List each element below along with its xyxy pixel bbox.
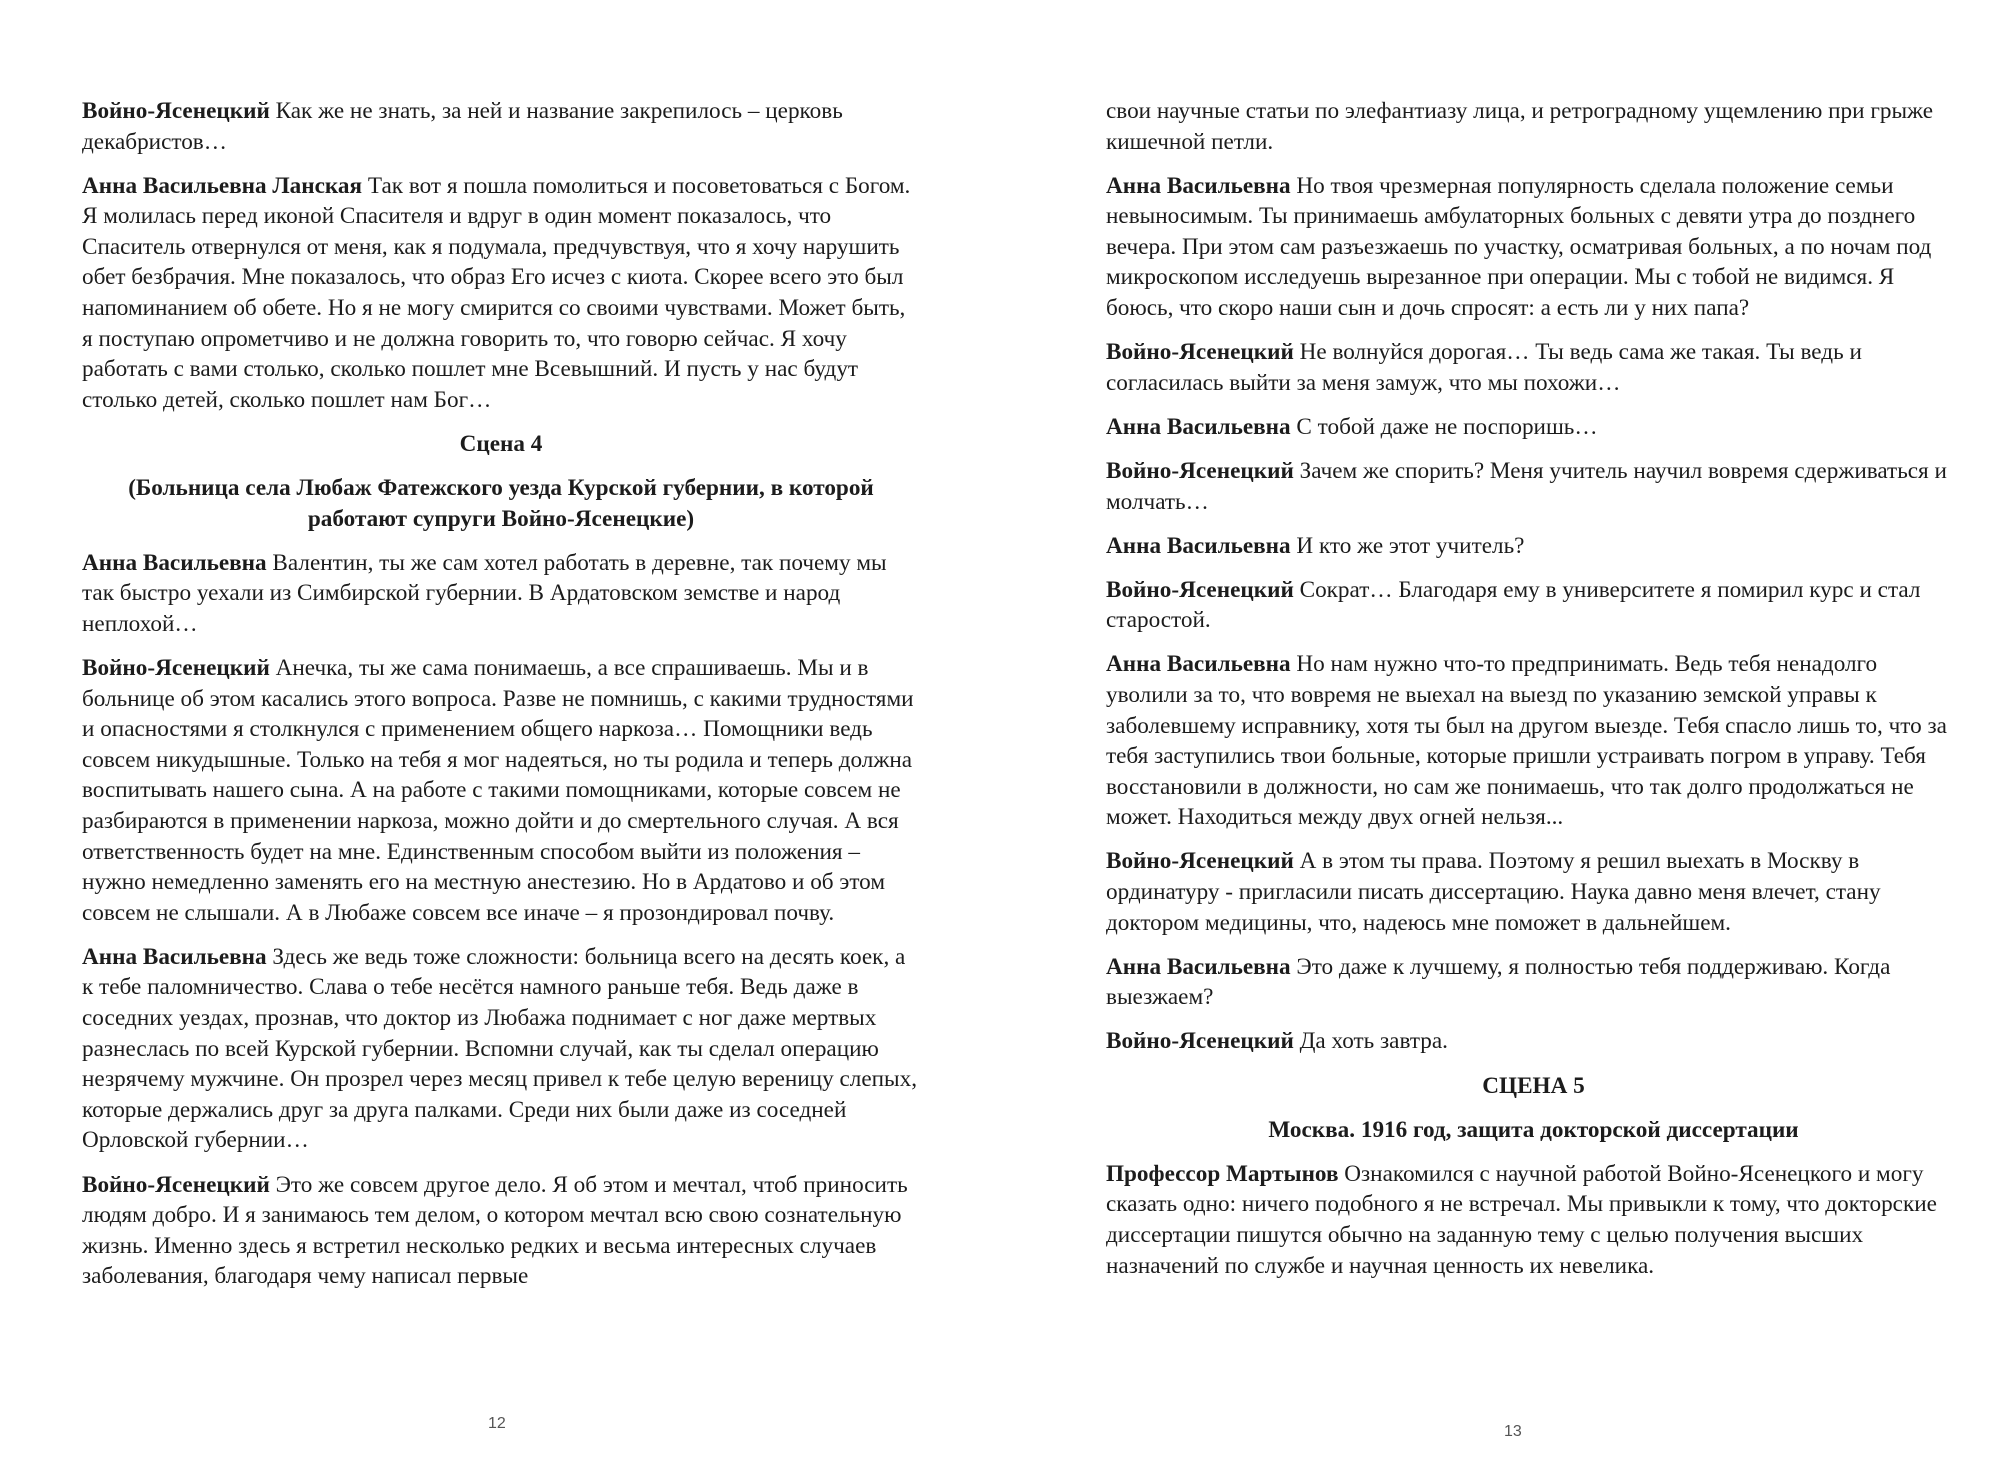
dialogue-block bbox=[1106, 531, 1961, 562]
continued-text: свои научные статьи по элефантиазу лица, и ретроградному ущемлению при грыже кишечной петли. bbox=[1106, 98, 1934, 155]
dialogue-block bbox=[1106, 171, 1961, 324]
dialogue-block bbox=[1106, 846, 1961, 938]
scene-description: (Больница села Любаж Фатежского уезда Курской губернии, в которой работают супруги Войно-Ясенецкие) bbox=[128, 475, 874, 532]
speaker-name: Войно-Ясенецкий bbox=[1106, 339, 1294, 366]
speaker-name: Войно-Ясенецкий bbox=[1106, 457, 1294, 484]
dialogue-text: Так вот я пошла помолиться и посоветоваться с Богом. Я молилась перед иконой Спасителя и вдруг в один момент показалось, что Спаситель отвернулся от меня, как я подумала, предчувствуя, что я хочу нарушить обет безбрачия. Мне показалось, что образ Его исчез с киота. Скорее всего это был напоминанием об обете. Но я не могу смирится со своими чувствами. Может быть, я поступаю опрометчиво и не должна говорить то, что говорю сейчас. Я хочу работать с вами столько, сколько пошлет мне Всевышний. И пусть у нас будут столько детей, сколько пошлет нам Бог… bbox=[82, 172, 911, 413]
page-number: 12 bbox=[488, 1415, 506, 1432]
dialogue-text: Ознакомился с научной работой Войно-Ясенецкого и могу сказать одно: ничего подобного я не встречал. Мы привыкли к тому, что докторские диссертации пишутся обычно на заданную тему с целью получения высших назначений по службе и научная ценность их невелика. bbox=[1106, 1160, 1937, 1279]
speaker-name: Войно-Ясенецкий bbox=[82, 655, 270, 681]
dialogue-block bbox=[1106, 1026, 1961, 1057]
dialogue-text: Это же совсем другое дело. Я об этом и мечтал, чтоб приносить людям добро. И я занимаюсь тем делом, о котором мечтал всю свою сознательную жизнь. Именно здесь я встретил несколько редких и весьма интересных случаев заболевания, благодаря чему написал первые bbox=[82, 1171, 908, 1290]
right-page bbox=[1000, 0, 2000, 1457]
speaker-name: Анна Васильевна bbox=[82, 943, 267, 970]
dialogue-text: И кто же этот учитель? bbox=[1296, 532, 1525, 559]
dialogue-block bbox=[1106, 412, 1961, 443]
dialogue-text: Это даже к лучшему, я полностью тебя поддерживаю. Когда выезжаем? bbox=[1106, 953, 1891, 1011]
dialogue-block bbox=[82, 653, 920, 928]
scene-heading: Сцена 4 bbox=[459, 430, 543, 457]
speaker-name: Анна Васильевна bbox=[1106, 172, 1291, 199]
dialogue-block bbox=[82, 96, 920, 157]
speaker-name: Анна Васильевна bbox=[1106, 953, 1291, 980]
dialogue-text: Но твоя чрезмерная популярность сделала положение семьи невыносимым. Ты принимаешь амбулаторных больных с девяти утра до позднего вечера. При этом сам разъезжаешь по участку, осматривая больных, а по ночам под микроскопом исследуешь вырезанное при операции. Мы с тобой не видимся. Я боюсь, что скоро наши сын и дочь спросят: а есть ли у них папа? bbox=[1106, 172, 1932, 322]
dialogue-text: С тобой даже не поспоришь… bbox=[1296, 413, 1598, 440]
speaker-name: Анна Васильевна Ланская bbox=[82, 172, 363, 199]
speaker-name: Анна Васильевна bbox=[1106, 651, 1291, 678]
dialogue-text: Сократ… Благодаря ему в университете я помирил курс и стал старостой. bbox=[1106, 576, 1921, 634]
dialogue-block bbox=[1106, 952, 1961, 1013]
dialogue-block bbox=[82, 548, 920, 640]
dialogue-text: Зачем же спорить? Меня учитель научил вовремя сдерживаться и молчать… bbox=[1106, 457, 1947, 515]
dialogue-text: Валентин, ты же сам хотел работать в деревне, так почему мы так быстро уехали из Симбирской губернии. В Ардатовском земстве и народ неплохой… bbox=[82, 549, 887, 637]
dialogue-text: Но нам нужно что-то предпринимать. Ведь тебя ненадолго уволили за то, что вовремя не выехал на выезд по указанию земской управы к заболевшему исправнику, хотя ты был на другом выезде. Тебя спасло лишь то, что за тебя заступились твои больные, которые пришли устраивать погром в управу. Тебя восстановили в должности, но сам же понимаешь, что так долго продолжаться не может. Находиться между двух огней нельзя... bbox=[1106, 651, 1947, 831]
scene-description: Москва. 1916 год, защита докторской диссертации bbox=[1268, 1116, 1799, 1143]
dialogue-text: Здесь же ведь тоже сложности: больница всего на десять коек, а к тебе паломничество. Слава о тебе несётся намного раньше тебя. Ведь даже в соседних уездах, прознав, что доктор из Любажа поднимает с ног даже мертвых разнеслась по всей Курской губернии. Вспомни случай, как ты сделал операцию незрячему мужчине. Он прозрел через месяц привел к тебе целую вереницу слепых, которые держались друг за друга палками. Среди них были даже из соседней Орловской губернии… bbox=[82, 943, 918, 1154]
dialogue-text: Как же не знать, за ней и название закрепилось – церковь декабристов… bbox=[82, 98, 843, 155]
dialogue-text: Анечка, ты же сама понимаешь, а все спрашиваешь. Мы и в больнице об этом касались этого вопроса. Разве не помнишь, с какими трудностями и опасностями я столкнулся с применением общего наркоза… Помощники ведь совсем никудышные. Только на тебя я мог надеяться, но ты родила и теперь должна воспитывать нашего сына. А на работе с такими помощниками, которые совсем не разбираются в применении наркоза, можно дойти и до смертельного случая. А вся ответственность будет на мне. Единственным способом выйти из положения – нужно немедленно заменять его на местную анестезию. Но в Ардатово и об этом совсем не слышали. А в Любаже совсем все иначе – я прозондировал почву. bbox=[82, 655, 914, 926]
speaker-name: Войно-Ясенецкий bbox=[82, 98, 270, 124]
speaker-name: Войно-Ясенецкий bbox=[1106, 848, 1294, 875]
left-page-text bbox=[82, 96, 920, 1305]
dialogue-text: А в этом ты права. Поэтому я решил выехать в Москву в ординатуру - пригласили писать диссертацию. Наука давно меня влечет, стану доктором медицины, что, надеюсь мне поможет в дальнейшем. bbox=[1106, 848, 1881, 936]
speaker-name: Анна Васильевна bbox=[1106, 413, 1291, 440]
dialogue-block bbox=[1106, 575, 1961, 636]
speaker-name: Анна Васильевна bbox=[1106, 532, 1291, 559]
speaker-name: Профессор Мартынов bbox=[1106, 1160, 1339, 1187]
dialogue-block bbox=[1106, 337, 1961, 398]
dialogue-text: Да хоть завтра. bbox=[1299, 1028, 1448, 1055]
dialogue-block bbox=[1106, 1159, 1961, 1281]
right-page-text bbox=[1106, 96, 1961, 1295]
dialogue-block bbox=[1106, 649, 1961, 833]
dialogue-text: Не волнуйся дорогая… Ты ведь сама же такая. Ты ведь и согласилась выйти за меня замуж, что мы похожи… bbox=[1106, 339, 1862, 396]
dialogue-block bbox=[82, 171, 920, 416]
dialogue-block bbox=[82, 942, 920, 1156]
dialogue-block bbox=[1106, 456, 1961, 517]
speaker-name: Войно-Ясенецкий bbox=[82, 1171, 270, 1198]
dialogue-block bbox=[82, 1170, 920, 1292]
scene-heading: СЦЕНА 5 bbox=[1482, 1072, 1585, 1099]
speaker-name: Войно-Ясенецкий bbox=[1106, 1028, 1294, 1055]
page-number: 13 bbox=[1504, 1423, 1522, 1440]
speaker-name: Войно-Ясенецкий bbox=[1106, 576, 1294, 603]
speaker-name: Анна Васильевна bbox=[82, 549, 267, 576]
